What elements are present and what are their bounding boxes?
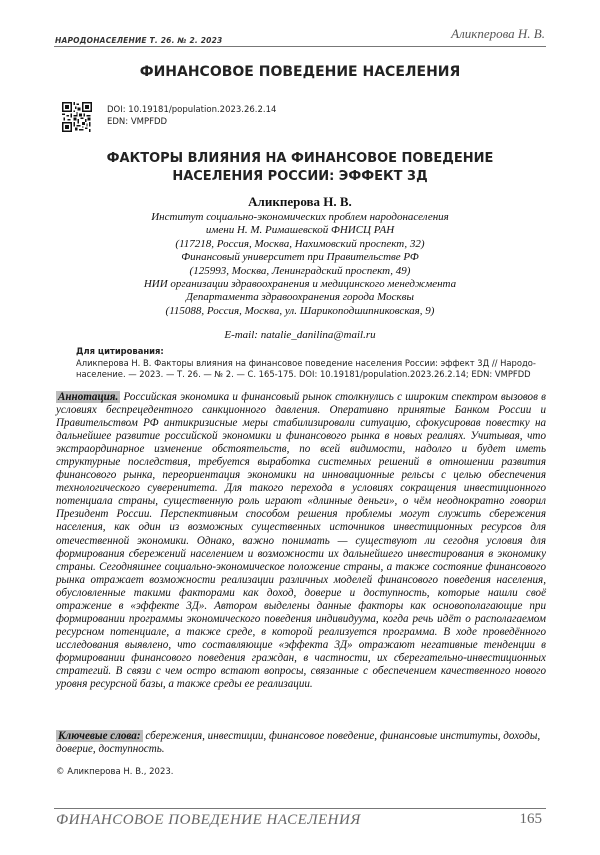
doi-block [107, 104, 276, 128]
citation-line: население. — 2023. — Т. 26. — № 2. — С. 165-175. DOI: 10.19181/population.2023.26.2.14; EDN: VMPFDD [76, 369, 531, 379]
header-divider [54, 46, 546, 47]
affiliation-line: (117218, Россия, Москва, Нахимовский проспект, 32) [175, 237, 425, 250]
copyright: © Аликперова Н. В., 2023. [56, 767, 174, 777]
section-title: ФИНАНСОВОЕ ПОВЕДЕНИЕ НАСЕЛЕНИЯ [139, 64, 461, 80]
keywords [56, 730, 546, 756]
affiliation-line: (125993, Москва, Ленинградский проспект, 49) [189, 264, 411, 277]
running-header-journal: НАРОДОНАСЕЛЕНИЕ Т. 26. № 2. 2023 [55, 36, 223, 45]
article-title-line: ФАКТОРЫ ВЛИЯНИЯ НА ФИНАНСОВОЕ ПОВЕДЕНИЕ [106, 151, 494, 166]
citation-block [76, 346, 544, 381]
affiliation-line: имени Н. М. Римашевской ФНИСЦ РАН [205, 224, 395, 237]
footer-section-title: ФИНАНСОВОЕ ПОВЕДЕНИЕ НАСЕЛЕНИЯ [56, 812, 361, 828]
affiliation-line: НИИ организации здравоохранения и медицинского менеджмента [143, 278, 457, 291]
page-number: 165 [519, 811, 542, 827]
article-title [70, 150, 530, 186]
citation-line: Аликперова Н. В. Факторы влияния на финансовое поведение населения России: эффект 3Д // Народо- [76, 357, 536, 368]
doi-text[interactable]: DOI: 10.19181/population.2023.26.2.14 [107, 105, 277, 115]
affiliations [60, 211, 540, 318]
qr-code-icon [62, 102, 92, 132]
citation-label: Для цитирования: [76, 346, 164, 356]
author-name: Аликперова Н. В. [248, 194, 352, 209]
affiliation-line: Департамента здравоохранения города Москвы [186, 291, 414, 304]
abstract-label: Аннотация. [58, 391, 119, 403]
affiliation-line: Институт социально-экономических проблем народонаселения [151, 211, 449, 223]
abstract [56, 391, 546, 691]
article-title-line: НАСЕЛЕНИЯ РОССИИ: ЭФФЕКТ 3Д [172, 169, 428, 184]
abstract-text: Российская экономика и финансовый рынок столкнулись с широким спектром вызовов в условиях беспрецедентного санкционного давления. Оперативно принятые Банком России и Правительством РФ антикризисные меры стабилизировали ситуацию, сфокусировав повестку на дальнейшее развитие российской экономики и финансового рынка в новых реалиях. Учитывая, что экстраординарное изменение обстоятельств, по всей видимости, надолго и будет иметь структурные последствия, требуется выработка системных решений в отношении развития финансового рынка, переориентация экономики на инновационные рельсы с целью обеспечения технологического суверенитета. Для такого перехода в условиях сокращения инвестиционного потенциала страны, существенную роль играют «длинные деньги», о чём неоднократно говорил Президент России. Перспективным способом решения проблемы могут служить сбережения населения, как один из возможных существенных источников инвестиционных ресурсов для отечественной экономики. Однако, важно понимать — существуют ли сегодня условия для формирования сбережений населением и возможности их дальнейшего инвестирования в экономику страны. Сегодняшнее социально-экономическое положение страны, а также состояние финансового рынка отражает возможности реализации различных моделей финансового поведения населения, обусловленные такими факторами как доход, доверие и доступность, которые нашли своё отражение в «эффекте 3Д». Автором выделены данные факторы как основополагающие при формировании программы экономического поведения индивидуума, когда речь идёт о располагаемом ресурсном потенциале, а также среде, в которой реализуется программа. В ходе проведённого исследования выявлено, что составляющие «эффекта 3Д» отражают негативные тенденции в формировании финансового поведения граждан, в частности, их сберегательно-инвестиционных стратегий. В связи с чем остро встают вопросы, связанные с обеспечением качественного нового уровня ресурсной базы, а также среды ее реализации. [56, 391, 546, 691]
footer-divider [54, 808, 546, 809]
affiliation-line: Финансовый университет при Правительстве РФ [181, 251, 419, 264]
running-header-author: Аликперова Н. В. [451, 26, 545, 41]
affiliation-line: (115088, Россия, Москва, ул. Шарикоподшипниковская, 9) [165, 304, 435, 317]
author-email[interactable]: E-mail: natalie_danilina@mail.ru [224, 329, 376, 341]
edn-text: EDN: VMPFDD [107, 117, 168, 127]
keywords-label: Ключевые слова: [58, 730, 141, 742]
keywords-text: сбережения, инвестиции, финансовое поведение, финансовые институты, доходы, доверие, доступность. [56, 730, 541, 755]
